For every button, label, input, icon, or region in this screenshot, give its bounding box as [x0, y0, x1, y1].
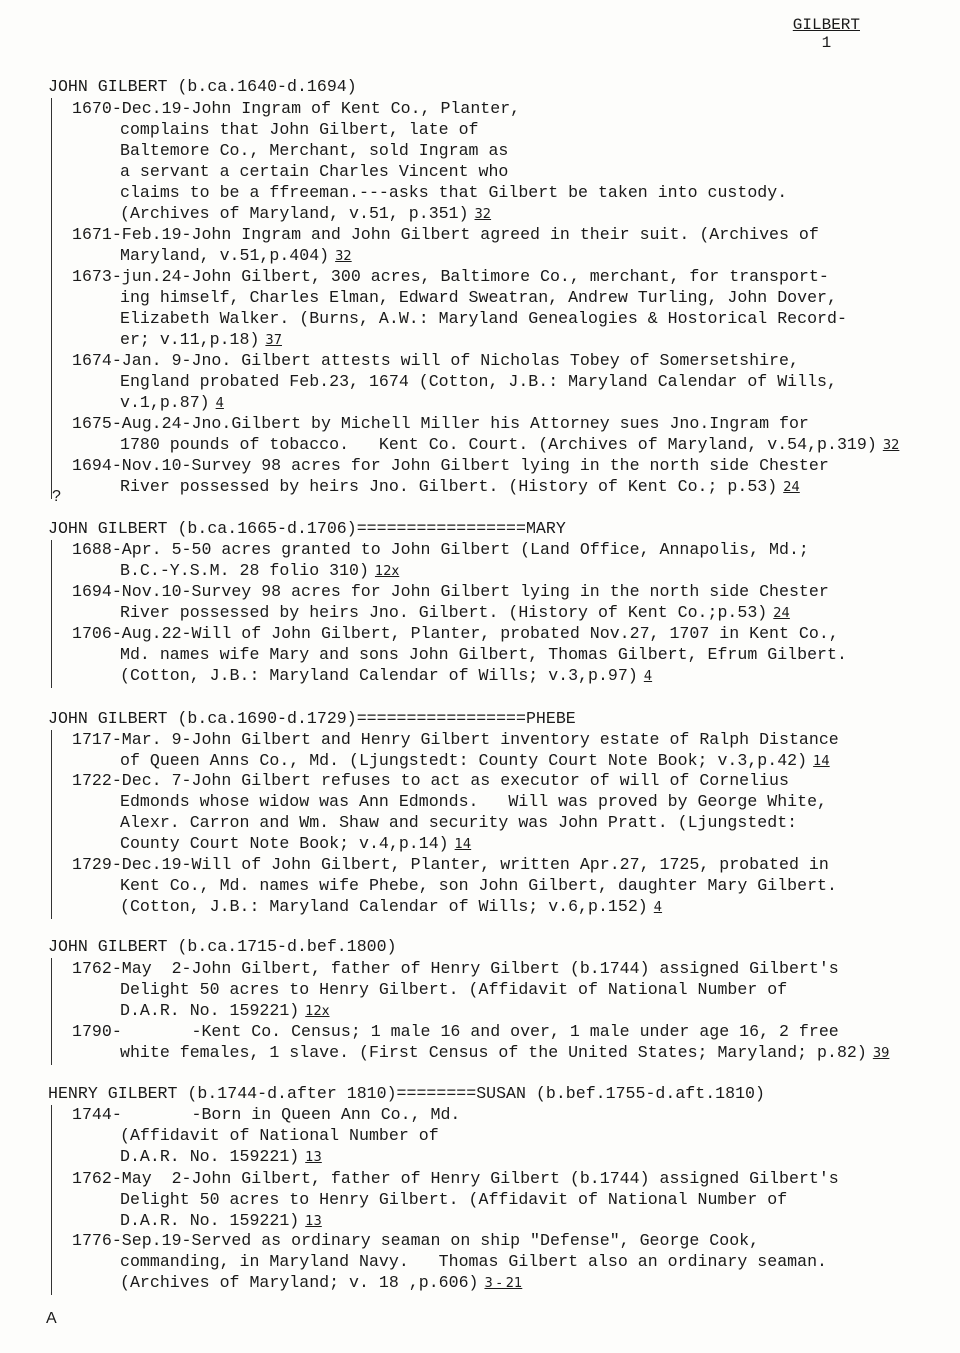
margin-rule: [51, 958, 52, 1065]
record-continuation: [120, 392, 224, 414]
person-heading: JOHN GILBERT (b.ca.1690-d.1729)=================PHEBE: [48, 709, 576, 728]
record-line: [72, 539, 809, 560]
record-line: [72, 770, 789, 791]
record-text: County Court Note Book; v.4,p.14): [120, 834, 449, 853]
source-note: 12x: [374, 564, 400, 579]
question-mark: ?: [52, 488, 61, 505]
record-text: (Cotton, J.B.: Maryland Calendar of Wills; v.6,p.152): [120, 897, 648, 916]
source-note: 13: [305, 1214, 322, 1229]
source-note: 3 - 21: [484, 1276, 523, 1291]
record-line: [72, 1168, 839, 1189]
record-text: Alexr. Carron and Wm. Shaw and security was John Pratt. (Ljungstedt:: [120, 813, 798, 832]
record-text: B.C.-Y.S.M. 28 folio 310): [120, 561, 369, 580]
record-text: white females, 1 slave. (First Census of the United States; Maryland; p.82): [120, 1043, 867, 1062]
record-text: River possessed by heirs Jno. Gilbert. (History of Kent Co.;p.53): [120, 603, 768, 622]
record-text: D.A.R. No. 159221): [120, 1211, 300, 1230]
record-continuation: [120, 161, 508, 182]
record-text: 1780 pounds of tobacco. Kent Co. Court. (Archives of Maryland, v.54,p.319): [120, 435, 877, 454]
record-line: [72, 958, 839, 979]
person-heading: JOHN GILBERT (b.ca.1715-d.bef.1800): [48, 937, 397, 956]
source-note: 13: [305, 1150, 322, 1165]
record-text: D.A.R. No. 159221): [120, 1001, 300, 1020]
record-continuation: [120, 1000, 330, 1022]
person-heading: JOHN GILBERT (b.ca.1640-d.1694): [48, 77, 357, 96]
source-note: 4: [643, 669, 653, 684]
source-note: 32: [335, 249, 352, 264]
source-note: 24: [773, 606, 790, 621]
source-note: 12x: [305, 1004, 330, 1019]
record-text: (Cotton, J.B.: Maryland Calendar of Wills; v.3,p.97): [120, 666, 638, 685]
record-text: a servant a certain Charles Vincent who: [120, 162, 509, 181]
page-number: 1: [821, 34, 832, 52]
record-line: [72, 455, 829, 476]
surname-header: GILBERT: [792, 16, 860, 34]
record-text: England probated Feb.23, 1674 (Cotton, J.B.: Maryland Calendar of Wills,: [120, 372, 837, 391]
record-text: 1717-Mar. 9-John Gilbert and Henry Gilbert inventory estate of Ralph Distance: [72, 730, 839, 749]
record-continuation: [120, 833, 471, 855]
record-text: (Archives of Maryland; v. 18 ,p.606): [120, 1273, 479, 1292]
margin-rule: [51, 1105, 52, 1295]
record-continuation: [120, 602, 790, 624]
record-text: 1762-May 2-John Gilbert, father of Henry Gilbert (b.1744) assigned Gilbert's: [72, 1169, 839, 1188]
record-text: Maryland, v.51,p.404): [120, 246, 330, 265]
record-continuation: [120, 476, 800, 498]
record-line: [72, 224, 819, 245]
record-text: Edmonds whose widow was Ann Edmonds. Will was proved by George White,: [120, 792, 828, 811]
source-note: 39: [872, 1046, 890, 1061]
record-text: 1694-Nov.10-Survey 98 acres for John Gilbert lying in the north side Chester: [72, 582, 829, 601]
record-continuation: [120, 560, 399, 582]
record-text: 1744- -Born in Queen Ann Co., Md.: [72, 1105, 461, 1124]
record-text: ing himself, Charles Elman, Edward Sweatran, Andrew Turling, John Dover,: [120, 288, 837, 307]
record-line: [72, 266, 829, 287]
margin-rule: [51, 540, 52, 688]
record-line: [72, 1104, 460, 1125]
record-continuation: [120, 875, 837, 896]
page-header: [793, 16, 860, 52]
record-line: [72, 729, 839, 750]
record-text: 1670-Dec.19-John Ingram of Kent Co., Planter,: [72, 99, 521, 118]
record-text: D.A.R. No. 159221): [120, 1147, 300, 1166]
record-text: 1790- -Kent Co. Census; 1 male 16 and over, 1 male under age 16, 2 free: [72, 1022, 839, 1041]
record-line: [72, 98, 520, 119]
source-note: 37: [265, 333, 282, 348]
record-continuation: [120, 1146, 322, 1168]
record-continuation: [120, 308, 847, 329]
record-line: [72, 854, 829, 875]
record-continuation: [120, 245, 352, 267]
record-text: er; v.11,p.18): [120, 330, 260, 349]
record-continuation: [120, 791, 827, 812]
record-text: 1671-Feb.19-John Ingram and John Gilbert agreed in their suit. (Archives of: [72, 225, 819, 244]
source-note: 24: [783, 480, 800, 495]
source-note: 4: [215, 396, 224, 411]
corner-mark: A: [46, 1310, 57, 1327]
record-text: 1762-May 2-John Gilbert, father of Henry Gilbert (b.1744) assigned Gilbert's: [72, 959, 839, 978]
source-note: 14: [813, 754, 830, 769]
record-continuation: [120, 1189, 787, 1210]
record-continuation: [120, 1210, 322, 1232]
record-continuation: [120, 140, 508, 161]
record-text: 1675-Aug.24-Jno.Gilbert by Michell Miller his Attorney sues Jno.Ingram for: [72, 414, 809, 433]
record-text: Delight 50 acres to Henry Gilbert. (Affidavit of National Number of: [120, 1190, 788, 1209]
record-text: Md. names wife Mary and sons John Gilbert, Thomas Gilbert, Efrum Gilbert.: [120, 645, 847, 664]
record-line: [72, 1021, 839, 1042]
margin-rule: [51, 730, 52, 919]
record-continuation: [120, 665, 652, 687]
record-text: 1729-Dec.19-Will of John Gilbert, Planter, written Apr.27, 1725, probated in: [72, 855, 829, 874]
record-continuation: [120, 979, 787, 1000]
record-continuation: [120, 1042, 889, 1064]
person-heading: HENRY GILBERT (b.1744-d.after 1810)========SUSAN (b.bef.1755-d.aft.1810): [48, 1084, 765, 1103]
record-continuation: [120, 182, 787, 203]
source-note: 32: [474, 207, 492, 222]
source-note: 32: [882, 438, 900, 453]
record-continuation: [120, 1125, 439, 1146]
record-text: 1674-Jan. 9-Jno. Gilbert attests will of Nicholas Tobey of Somersetshire,: [72, 351, 799, 370]
record-text: 1706-Aug.22-Will of John Gilbert, Planter, probated Nov.27, 1707 in Kent Co.,: [72, 624, 839, 643]
record-continuation: [120, 371, 837, 392]
record-continuation: [120, 1272, 522, 1294]
record-continuation: [120, 750, 830, 772]
record-text: of Queen Anns Co., Md. (Ljungstedt: County Court Note Book; v.3,p.42): [120, 751, 808, 770]
record-text: 1673-jun.24-John Gilbert, 300 acres, Baltimore Co., merchant, for transport-: [72, 267, 829, 286]
record-text: Delight 50 acres to Henry Gilbert. (Affidavit of National Number of: [120, 980, 788, 999]
record-continuation: [120, 1251, 827, 1272]
record-text: Baltemore Co., Merchant, sold Ingram as: [120, 141, 509, 160]
record-continuation: [120, 119, 478, 140]
record-line: [72, 623, 839, 644]
record-text: (Affidavit of National Number of: [120, 1126, 439, 1145]
record-continuation: [120, 434, 899, 456]
record-continuation: [120, 812, 797, 833]
record-continuation: [120, 329, 282, 351]
record-text: River possessed by heirs Jno. Gilbert. (History of Kent Co.; p.53): [120, 477, 778, 496]
record-line: [72, 1230, 759, 1251]
record-continuation: [120, 644, 847, 665]
record-line: [72, 350, 799, 371]
record-text: 1722-Dec. 7-John Gilbert refuses to act as executor of will of Cornelius: [72, 771, 789, 790]
record-continuation: [120, 287, 837, 308]
record-text: (Archives of Maryland, v.51, p.351): [120, 204, 469, 223]
record-continuation: [120, 203, 491, 225]
record-text: Elizabeth Walker. (Burns, A.W.: Maryland Genealogies & Hostorical Record-: [120, 309, 847, 328]
margin-rule: [51, 98, 52, 499]
record-text: Kent Co., Md. names wife Phebe, son John Gilbert, daughter Mary Gilbert.: [120, 876, 837, 895]
record-text: 1694-Nov.10-Survey 98 acres for John Gilbert lying in the north side Chester: [72, 456, 829, 475]
record-text: 1688-Apr. 5-50 acres granted to John Gilbert (Land Office, Annapolis, Md.;: [72, 540, 809, 559]
record-text: v.1,p.87): [120, 393, 210, 412]
source-note: 4: [653, 900, 663, 915]
record-continuation: [120, 896, 662, 918]
record-line: [72, 413, 809, 434]
record-text: complains that John Gilbert, late of: [120, 120, 479, 139]
record-text: claims to be a ffreeman.---asks that Gilbert be taken into custody.: [120, 183, 788, 202]
record-text: 1776-Sep.19-Served as ordinary seaman on ship "Defense", George Cook,: [72, 1231, 760, 1250]
record-text: commanding, in Maryland Navy. Thomas Gilbert also an ordinary seaman.: [120, 1252, 828, 1271]
record-line: [72, 581, 829, 602]
source-note: 14: [454, 837, 472, 852]
person-heading: JOHN GILBERT (b.ca.1665-d.1706)=================MARY: [48, 519, 566, 538]
